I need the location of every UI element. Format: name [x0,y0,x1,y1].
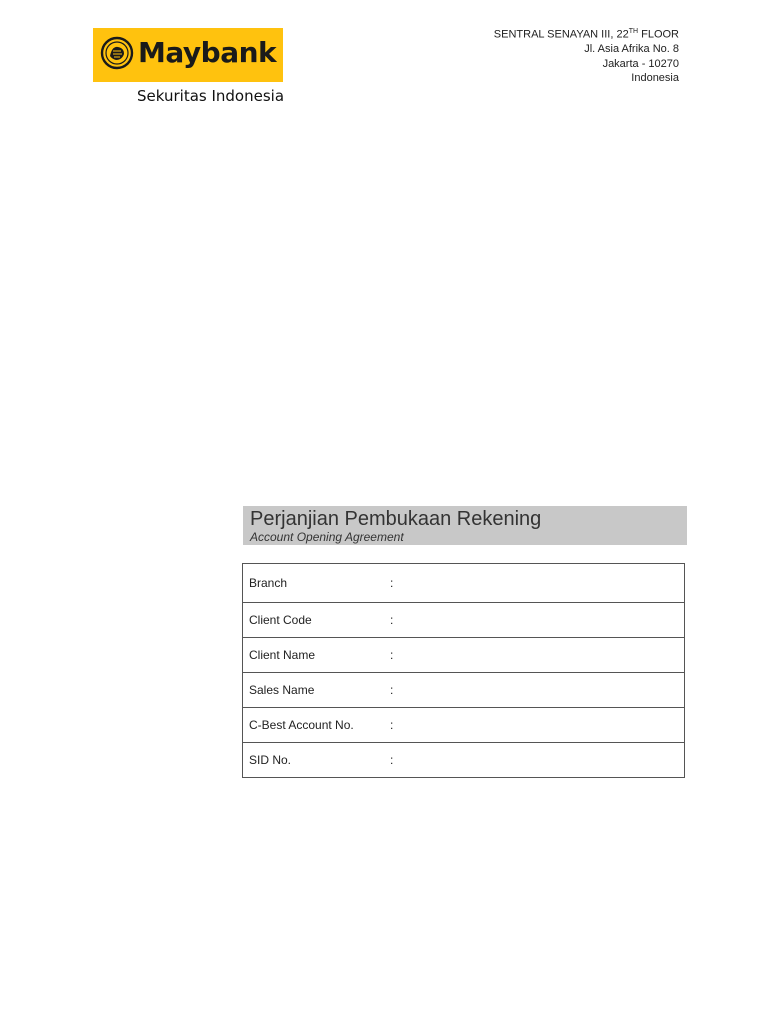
field-value[interactable]: : [390,683,394,697]
field-value[interactable]: : [390,648,394,662]
sub-brand-text: Sekuritas Indonesia [137,87,285,105]
field-row-sid [243,742,684,777]
field-label: Client Name [249,648,316,662]
field-value[interactable]: : [390,576,394,590]
field-label: Sales Name [249,683,315,697]
form-title: Perjanjian Pembukaan Rekening [250,508,542,530]
maybank-logo [93,28,283,82]
field-label: Client Code [249,613,312,627]
field-value[interactable]: : [390,613,394,627]
address-line-1: SENTRAL SENAYAN III, 22TH FLOOR [493,28,679,41]
field-row-branch [243,564,684,602]
field-row-client-code [243,602,684,637]
field-value[interactable]: : [390,718,394,732]
field-row-sales-name [243,672,684,707]
form-title-band [243,506,687,545]
address-line-2: Jl. Asia Afrika No. 8 [584,43,679,56]
address-line-3: Jakarta - 10270 [602,57,679,70]
client-info-table [242,563,685,778]
field-value[interactable]: : [390,753,394,767]
address-line-4: Indonesia [631,72,679,85]
company-address [494,25,679,86]
field-row-cbest-account [243,707,684,742]
field-label: C-Best Account No. [249,718,354,732]
tiger-emblem-icon [100,36,134,70]
logo-wordmark: Maybank [138,36,277,69]
form-subtitle: Account Opening Agreement [250,530,404,544]
field-label: Branch [249,576,288,590]
field-row-client-name [243,637,684,672]
field-label: SID No. [249,753,292,767]
